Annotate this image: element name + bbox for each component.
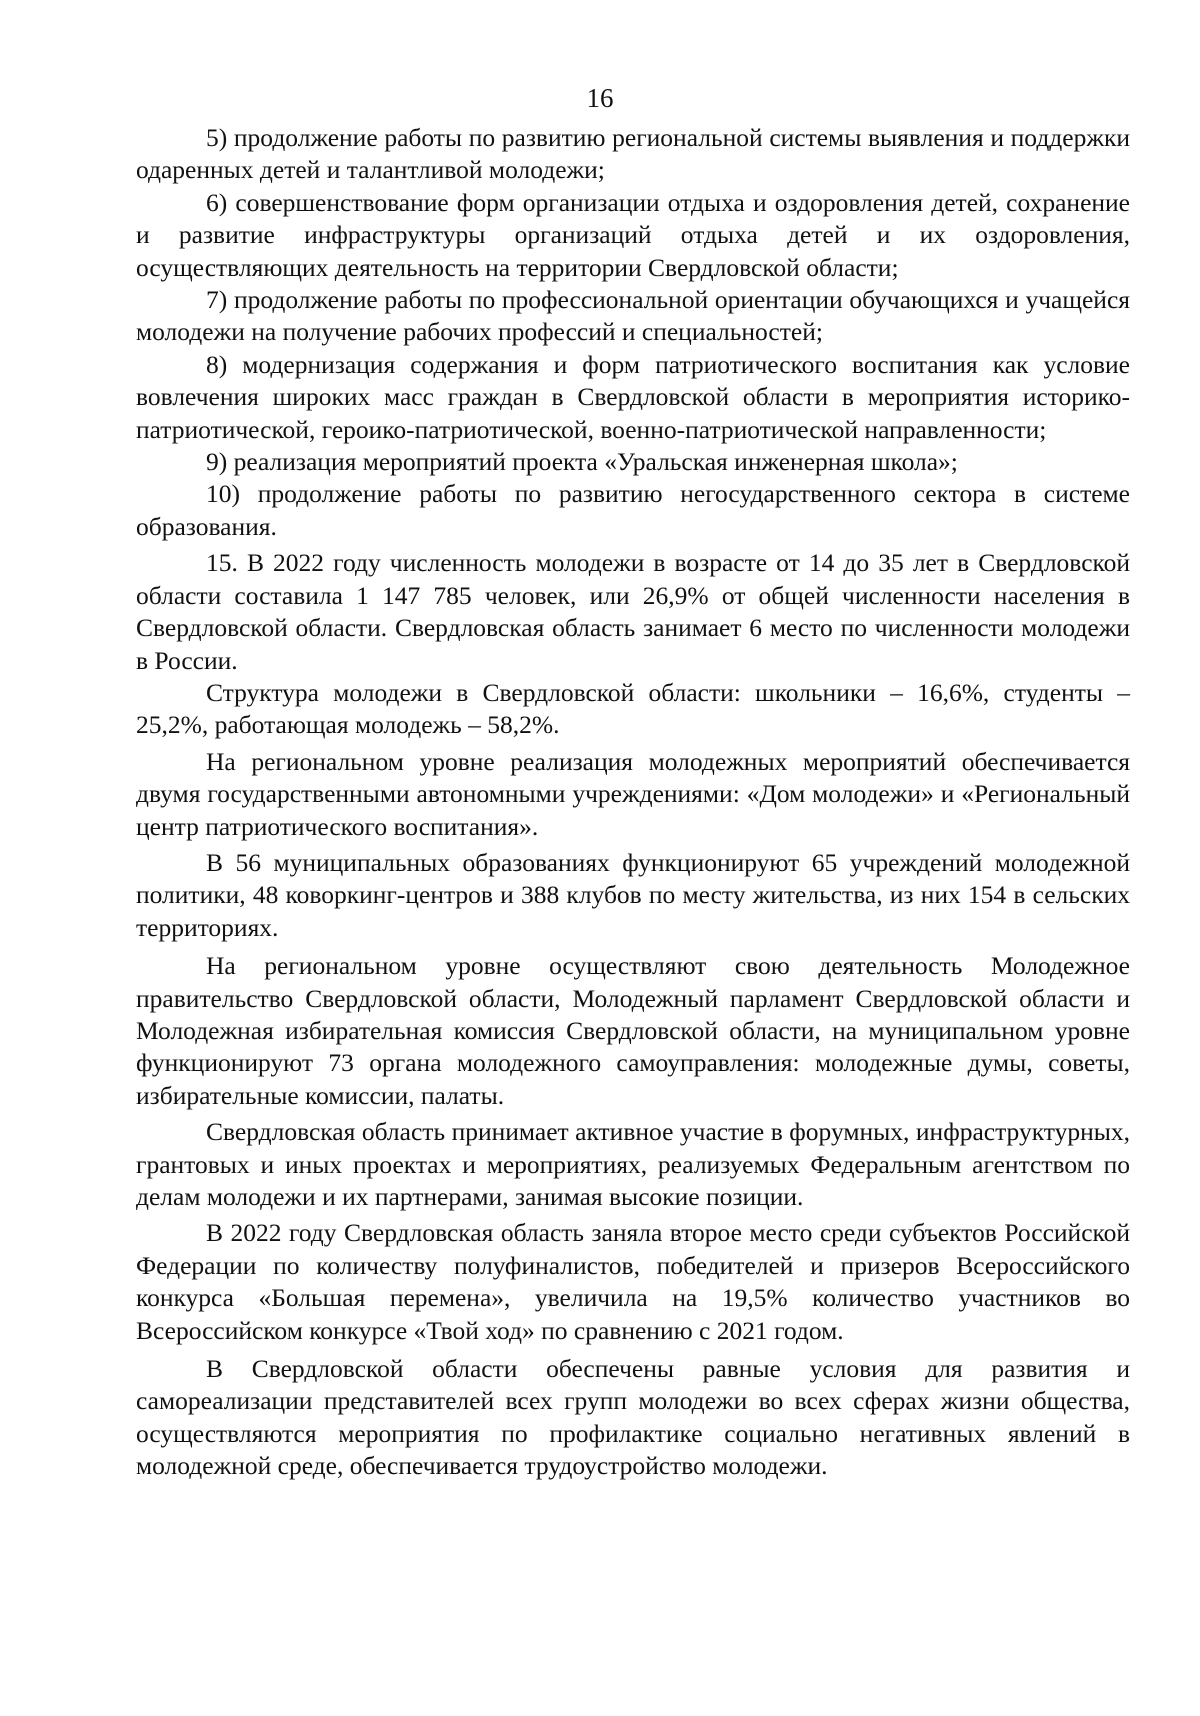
contest-results-paragraph: В 2022 году Свердловская область заняла второе место среди субъектов Российской Федерации по количеству полуфиналистов, победителей и призеров Всероссийского конкурса «Большая перемена», увеличила на 19,5% количество участников во Всероссийском конкурсе «Твой ход» по сравнению с 2021 годом. xyxy=(136,1218,1130,1345)
list-item-9: 9) реализация мероприятий проекта «Уральская инженерная школа»; xyxy=(206,447,958,477)
list-item-5: 5) продолжение работы по развитию региональной системы выявления и поддержки одаренных детей и талантливой молодежи; xyxy=(136,123,1130,185)
equal-conditions-paragraph: В Свердловской области обеспечены равные условия для развития и самореализации представителей всех групп молодежи во всех сферах жизни общества, осуществляются мероприятия по профилактике социально негативных явлений в молодежной среде, обеспечивается трудоустройство молодежи. xyxy=(136,1354,1130,1481)
youth-structure-paragraph: Структура молодежи в Свердловской области: школьники – 16,6%, студенты – 25,2%, работающая молодежь – 58,2%. xyxy=(136,677,1130,740)
youth-self-government-paragraph: На региональном уровне осуществляют свою деятельность Молодежное правительство Свердловской области, Молодежный парламент Свердловской области и Молодежная избирательная комиссия Свердловской области, на муниципальном уровне функционируют 73 органа молодежного самоуправления: молодежные думы, советы, избирательные комиссии, палаты. xyxy=(136,951,1130,1110)
document-body xyxy=(136,122,1130,1483)
list-item-6: 6) совершенствование форм организации отдыха и оздоровления детей, сохранение и развитие инфраструктуры организаций отдыха детей и их оздоровления, осуществляющих деятельность на территории Свердловской области; xyxy=(136,187,1130,282)
section-15-paragraph: 15. В 2022 году численность молодежи в возрасте от 14 до 35 лет в Свердловской области составила 1 147 785 человек, или 26,9% от общей численности населения в Свердловской области. Свердловская область занимает 6 место по численности молодежи в России. xyxy=(136,548,1130,675)
list-item-8: 8) модернизация содержания и форм патриотического воспитания как условие вовлечения широких масс граждан в Свердловской области в мероприятия историко-патриотической, героико-патриотической, военно-патриотической направленности; xyxy=(136,349,1130,444)
federal-projects-paragraph: Свердловская область принимает активное участие в форумных, инфраструктурных, грантовых и иных проектах и мероприятиях, реализуемых Федеральным агентством по делам молодежи и их партнерами, занимая высокие позиции. xyxy=(136,1117,1130,1211)
list-item-10: 10) продолжение работы по развитию негосударственного сектора в системе образования. xyxy=(136,479,1130,541)
page-number: 16 xyxy=(586,83,614,113)
municipal-institutions-paragraph: В 56 муниципальных образованиях функционируют 65 учреждений молодежной политики, 48 коворкинг-центров и 388 клубов по месту жительства, из них 154 в сельских территориях. xyxy=(136,847,1130,942)
list-item-7: 7) продолжение работы по профессиональной ориентации обучающихся и учащейся молодежи на получение рабочих профессий и специальностей; xyxy=(136,285,1130,347)
regional-institutions-paragraph: На региональном уровне реализация молодежных мероприятий обеспечивается двумя государственными автономными учреждениями: «Дом молодежи» и «Региональный центр патриотического воспитания». xyxy=(136,746,1130,841)
